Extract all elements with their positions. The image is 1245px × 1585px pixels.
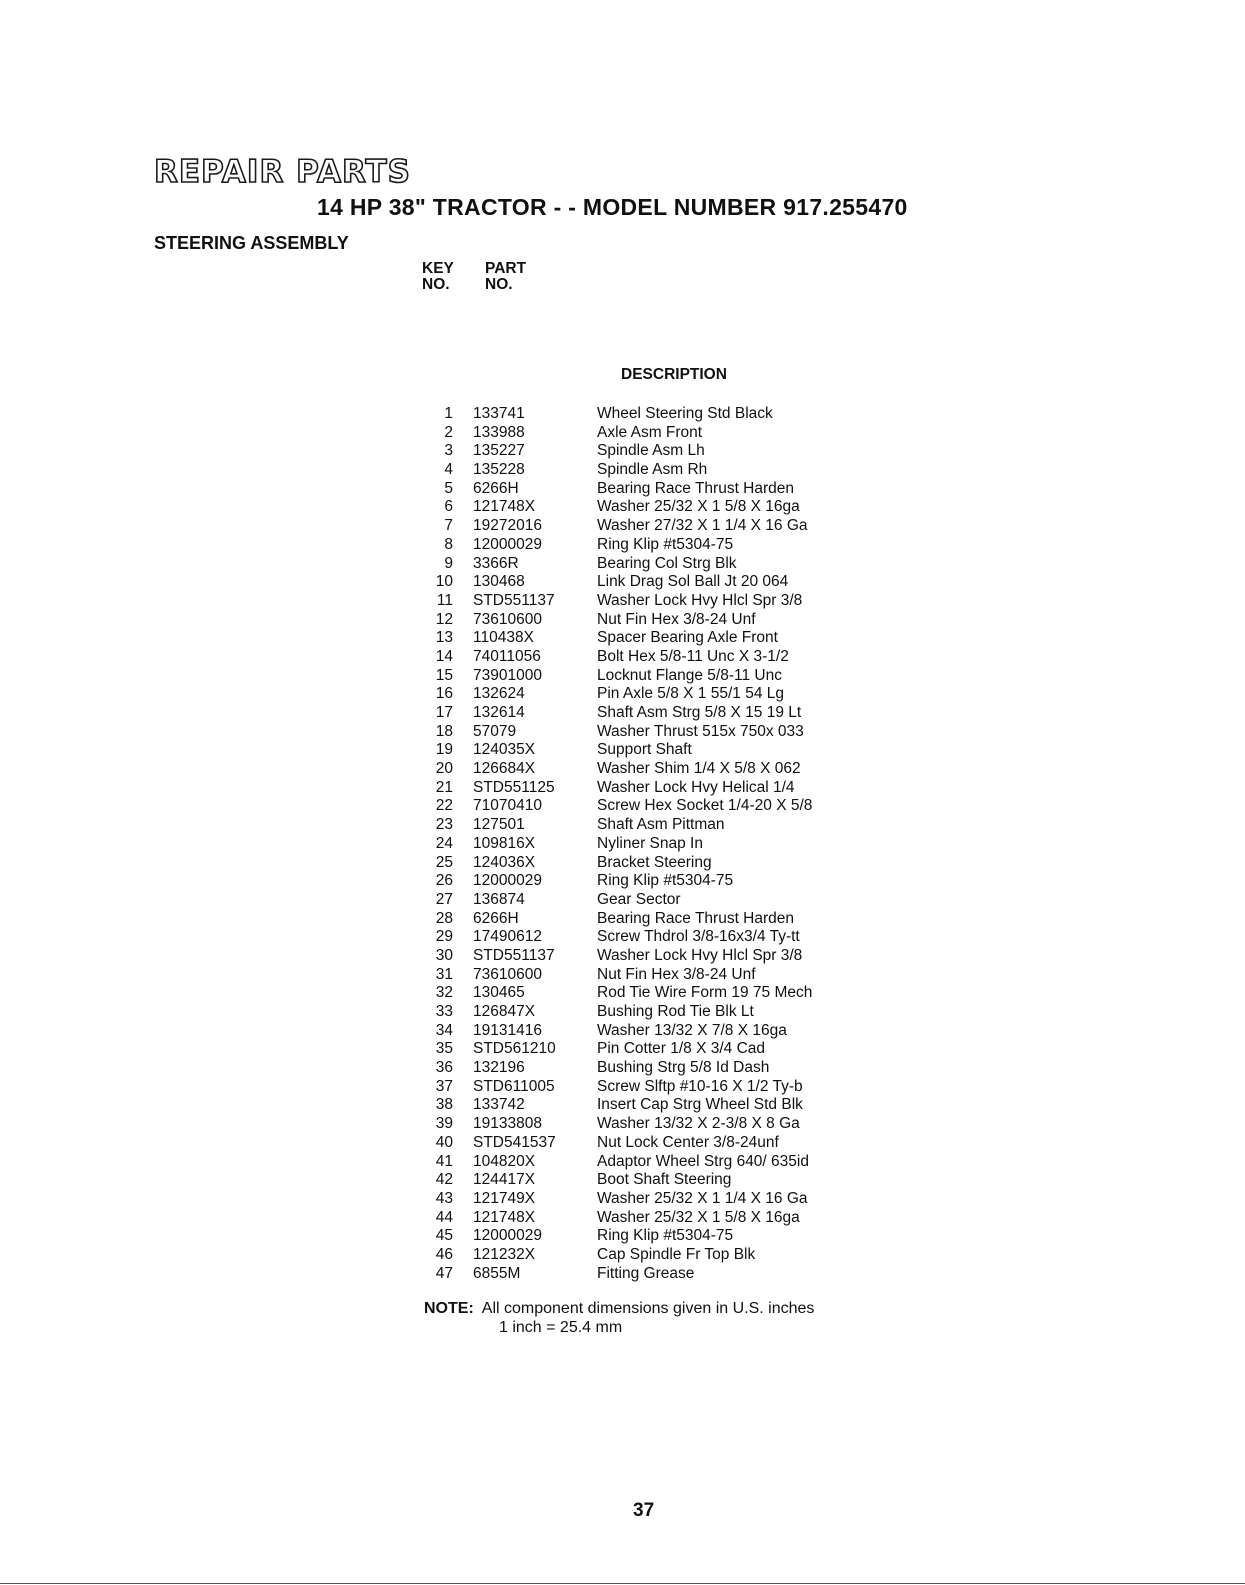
key-number: 38 xyxy=(435,1096,453,1114)
table-row xyxy=(0,629,1245,648)
table-row xyxy=(0,947,1245,966)
key-number: 34 xyxy=(435,1021,453,1039)
key-number: 20 xyxy=(435,760,453,778)
part-number: 17490612 xyxy=(473,928,542,946)
key-number: 30 xyxy=(435,946,453,964)
table-row xyxy=(0,555,1245,574)
key-number: 8 xyxy=(444,535,453,553)
key-number: 33 xyxy=(435,1003,453,1020)
table-row xyxy=(0,648,1245,667)
key-number: 13 xyxy=(435,629,453,647)
part-description: Washer 25/32 X 1 5/8 X 16ga xyxy=(597,1208,800,1226)
part-description: Bearing Race Thrust Harden xyxy=(597,909,795,927)
model-heading: 14 HP 38" TRACTOR - - MODEL NUMBER 917.255470 xyxy=(317,194,908,220)
key-number: 27 xyxy=(435,890,453,908)
part-number: STD611005 xyxy=(473,1077,555,1095)
part-number: STD561210 xyxy=(473,1040,556,1058)
table-row xyxy=(0,1115,1245,1134)
key-number: 18 xyxy=(435,722,453,740)
table-row xyxy=(0,498,1245,517)
key-number: 23 xyxy=(435,816,453,834)
key-number: 9 xyxy=(444,554,453,572)
part-description: Spindle Asm Lh xyxy=(597,442,705,460)
table-row xyxy=(0,405,1245,424)
part-number: 127501 xyxy=(473,816,525,834)
table-row xyxy=(0,760,1245,779)
table-row xyxy=(0,984,1245,1003)
key-number: 41 xyxy=(435,1152,453,1170)
part-description: Washer 13/32 X 2-3/8 X 8 Ga xyxy=(597,1115,800,1133)
part-number: 73610600 xyxy=(473,965,542,983)
part-description: Bearing Col Strg Blk xyxy=(597,554,737,572)
table-row xyxy=(0,1246,1245,1265)
part-description: Nyliner Snap In xyxy=(597,834,703,852)
table-row xyxy=(0,573,1245,592)
part-description: Bushing Strg 5/8 Id Dash xyxy=(597,1059,770,1077)
part-number: 130468 xyxy=(473,573,525,591)
part-description: Locknut Flange 5/8-11 Unc xyxy=(597,666,782,684)
key-number: 37 xyxy=(435,1077,453,1095)
part-number: 136874 xyxy=(473,890,525,908)
key-number: 17 xyxy=(435,704,453,721)
table-row xyxy=(0,442,1245,461)
table-row xyxy=(0,723,1245,742)
key-number: 2 xyxy=(444,423,453,441)
table-row xyxy=(0,1078,1245,1097)
part-description: Nut Fin Hex 3/8-24 Unf xyxy=(597,965,756,983)
part-number: 132614 xyxy=(473,704,525,721)
key-number: 26 xyxy=(435,872,453,890)
key-number: 40 xyxy=(435,1133,453,1151)
part-number: 12000029 xyxy=(473,872,542,890)
page-title: REPAIR PARTS xyxy=(154,154,411,190)
part-number: 19133808 xyxy=(473,1115,542,1133)
part-number: 6266H xyxy=(473,909,519,927)
part-description: Washer 25/32 X 1 5/8 X 16ga xyxy=(597,498,800,516)
part-description: Ring Klip #t5304-75 xyxy=(597,535,734,553)
part-number: 19131416 xyxy=(473,1021,542,1039)
table-row xyxy=(0,1153,1245,1172)
part-number: 126684X xyxy=(473,760,536,778)
part-number: 74011056 xyxy=(473,647,541,665)
part-description: Screw Thdrol 3/8-16x3/4 Ty-tt xyxy=(597,928,800,946)
part-number: 124036X xyxy=(473,853,536,871)
part-description: Washer Lock Hvy Helical 1/4 xyxy=(597,778,795,796)
part-number: 12000029 xyxy=(473,535,542,553)
table-row xyxy=(0,966,1245,985)
table-row xyxy=(0,667,1245,686)
part-number: 126847X xyxy=(473,1003,536,1020)
part-number: 124417X xyxy=(473,1171,536,1189)
key-number: 14 xyxy=(435,647,453,665)
key-number: 6 xyxy=(444,498,453,516)
table-row xyxy=(0,835,1245,854)
part-number: 104820X xyxy=(473,1152,536,1170)
section-heading: STEERING ASSEMBLY xyxy=(154,233,349,253)
part-number: 109816X xyxy=(473,834,536,852)
part-number: 12000029 xyxy=(473,1227,542,1245)
key-number: 29 xyxy=(435,928,453,946)
table-row xyxy=(0,1190,1245,1209)
part-number: 135227 xyxy=(473,442,525,460)
part-column-header-line2: NO. xyxy=(485,276,513,293)
part-description: Washer Lock Hvy Hlcl Spr 3/8 xyxy=(597,591,803,609)
part-number: 132624 xyxy=(473,685,525,703)
table-row xyxy=(0,480,1245,499)
part-description: Spacer Bearing Axle Front xyxy=(597,629,778,647)
part-number: 3366R xyxy=(473,554,519,572)
part-description: Pin Axle 5/8 X 1 55/1 54 Lg xyxy=(597,685,784,703)
part-number: 124035X xyxy=(473,741,536,759)
part-description: Bushing Rod Tie Blk Lt xyxy=(597,1003,754,1020)
table-row xyxy=(0,592,1245,611)
part-number: 132196 xyxy=(473,1059,525,1077)
key-number: 31 xyxy=(435,965,453,983)
key-number: 22 xyxy=(435,797,453,815)
key-number: 47 xyxy=(435,1264,453,1282)
table-row xyxy=(0,779,1245,798)
part-number: 121749X xyxy=(473,1189,536,1207)
key-number: 1 xyxy=(444,405,453,422)
part-description: Washer Thrust 515x 750x 033 xyxy=(597,722,804,740)
key-number: 16 xyxy=(435,685,453,703)
part-description: Washer Lock Hvy Hlcl Spr 3/8 xyxy=(597,946,803,964)
table-row xyxy=(0,928,1245,947)
key-number: 5 xyxy=(444,479,453,497)
note-text: All component dimensions given in U.S. inches xyxy=(481,1300,815,1317)
key-column-header: KEY xyxy=(422,260,454,277)
part-description: Screw Slftp #10-16 X 1/2 Ty-b xyxy=(597,1077,803,1095)
part-description: Nut Fin Hex 3/8-24 Unf xyxy=(597,610,756,628)
part-description: Axle Asm Front xyxy=(597,423,703,441)
table-row xyxy=(0,1134,1245,1153)
part-number: 121748X xyxy=(473,498,536,516)
part-description: Spindle Asm Rh xyxy=(597,461,708,479)
part-description: Fitting Grease xyxy=(597,1264,695,1282)
key-number: 21 xyxy=(435,778,453,796)
table-row xyxy=(0,1040,1245,1059)
part-description: Washer 25/32 X 1 1/4 X 16 Ga xyxy=(597,1189,808,1207)
part-description: Link Drag Sol Ball Jt 20 064 xyxy=(597,573,789,591)
table-row xyxy=(0,891,1245,910)
table-row xyxy=(0,611,1245,630)
table-row xyxy=(0,1059,1245,1078)
part-description: Shaft Asm Pittman xyxy=(597,816,725,834)
key-number: 3 xyxy=(444,442,453,460)
part-number: 110438X xyxy=(473,629,534,647)
note xyxy=(424,1299,814,1318)
table-row xyxy=(0,685,1245,704)
key-number: 7 xyxy=(444,517,453,535)
key-number: 19 xyxy=(435,741,453,759)
note-label: NOTE: xyxy=(424,1300,474,1317)
table-row xyxy=(0,1003,1245,1022)
key-number: 43 xyxy=(435,1189,453,1207)
part-number: STD541537 xyxy=(473,1133,556,1151)
part-description: Pin Cotter 1/8 X 3/4 Cad xyxy=(597,1040,766,1058)
part-number: STD551125 xyxy=(473,778,555,796)
table-row xyxy=(0,741,1245,760)
part-number: 133988 xyxy=(473,423,525,441)
part-description: Bracket Steering xyxy=(597,853,712,871)
key-number: 10 xyxy=(435,573,453,591)
part-description: Bearing Race Thrust Harden xyxy=(597,479,795,497)
part-number: 133741 xyxy=(473,405,525,422)
part-number: STD551137 xyxy=(473,591,555,609)
part-number: 73610600 xyxy=(473,610,542,628)
table-row xyxy=(0,1171,1245,1190)
part-description: Boot Shaft Steering xyxy=(597,1171,732,1189)
table-row xyxy=(0,1227,1245,1246)
table-row xyxy=(0,517,1245,536)
part-description: Shaft Asm Strg 5/8 X 15 19 Lt xyxy=(597,704,802,721)
part-number: 121232X xyxy=(473,1245,536,1263)
key-number: 12 xyxy=(435,610,453,628)
part-number: 71070410 xyxy=(473,797,542,815)
part-description: Ring Klip #t5304-75 xyxy=(597,1227,734,1245)
part-column-header: PART xyxy=(485,260,527,277)
part-number: 73901000 xyxy=(473,666,542,684)
part-number: 133742 xyxy=(473,1096,525,1114)
part-description: Nut Lock Center 3/8-24unf xyxy=(597,1133,779,1151)
key-number: 24 xyxy=(435,834,453,852)
part-number: 57079 xyxy=(473,722,517,740)
part-description: Gear Sector xyxy=(597,890,681,908)
key-number: 4 xyxy=(444,461,453,479)
bottom-rule xyxy=(0,1583,1245,1584)
table-row xyxy=(0,536,1245,555)
part-description: Ring Klip #t5304-75 xyxy=(597,872,734,890)
table-row xyxy=(0,854,1245,873)
table-row xyxy=(0,1209,1245,1228)
part-number: 19272016 xyxy=(473,517,542,535)
part-description: Washer Shim 1/4 X 5/8 X 062 xyxy=(597,760,801,778)
key-number: 42 xyxy=(435,1171,453,1189)
part-number: STD551137 xyxy=(473,946,555,964)
part-number: 130465 xyxy=(473,984,525,1002)
table-row xyxy=(0,797,1245,816)
key-number: 44 xyxy=(435,1208,453,1226)
key-number: 35 xyxy=(435,1040,453,1058)
description-column-header: DESCRIPTION xyxy=(621,366,727,383)
key-number: 45 xyxy=(435,1227,453,1245)
part-number: 135228 xyxy=(473,461,525,479)
key-number: 11 xyxy=(436,591,453,609)
key-number: 25 xyxy=(435,853,453,871)
part-description: Bolt Hex 5/8-11 Unc X 3-1/2 xyxy=(597,647,789,665)
table-row xyxy=(0,910,1245,929)
key-number: 39 xyxy=(435,1115,453,1133)
part-number: 6855M xyxy=(473,1264,521,1282)
part-description: Wheel Steering Std Black xyxy=(597,405,773,422)
part-description: Rod Tie Wire Form 19 75 Mech xyxy=(597,984,813,1002)
part-description: Support Shaft xyxy=(597,741,692,759)
key-number: 36 xyxy=(435,1059,453,1077)
table-row xyxy=(0,1096,1245,1115)
page-number: 37 xyxy=(633,1500,655,1521)
table-row xyxy=(0,1022,1245,1041)
key-number: 28 xyxy=(435,909,453,927)
part-number: 6266H xyxy=(473,479,519,497)
part-description: Screw Hex Socket 1/4-20 X 5/8 xyxy=(597,797,813,815)
key-number: 15 xyxy=(435,666,453,684)
part-description: Washer 27/32 X 1 1/4 X 16 Ga xyxy=(597,517,808,535)
key-number: 32 xyxy=(435,984,453,1002)
note-conversion: 1 inch = 25.4 mm xyxy=(499,1319,623,1336)
table-row xyxy=(0,424,1245,443)
table-row xyxy=(0,704,1245,723)
key-column-header-line2: NO. xyxy=(422,276,450,293)
part-number: 121748X xyxy=(473,1208,536,1226)
key-number: 46 xyxy=(435,1245,453,1263)
part-description: Insert Cap Strg Wheel Std Blk xyxy=(597,1096,803,1114)
table-row xyxy=(0,1265,1245,1284)
parts-list xyxy=(0,405,1245,1283)
table-row xyxy=(0,461,1245,480)
part-description: Adaptor Wheel Strg 640/ 635id xyxy=(597,1152,809,1170)
part-description: Cap Spindle Fr Top Blk xyxy=(597,1245,756,1263)
part-description: Washer 13/32 X 7/8 X 16ga xyxy=(597,1021,787,1039)
table-row xyxy=(0,816,1245,835)
table-row xyxy=(0,872,1245,891)
